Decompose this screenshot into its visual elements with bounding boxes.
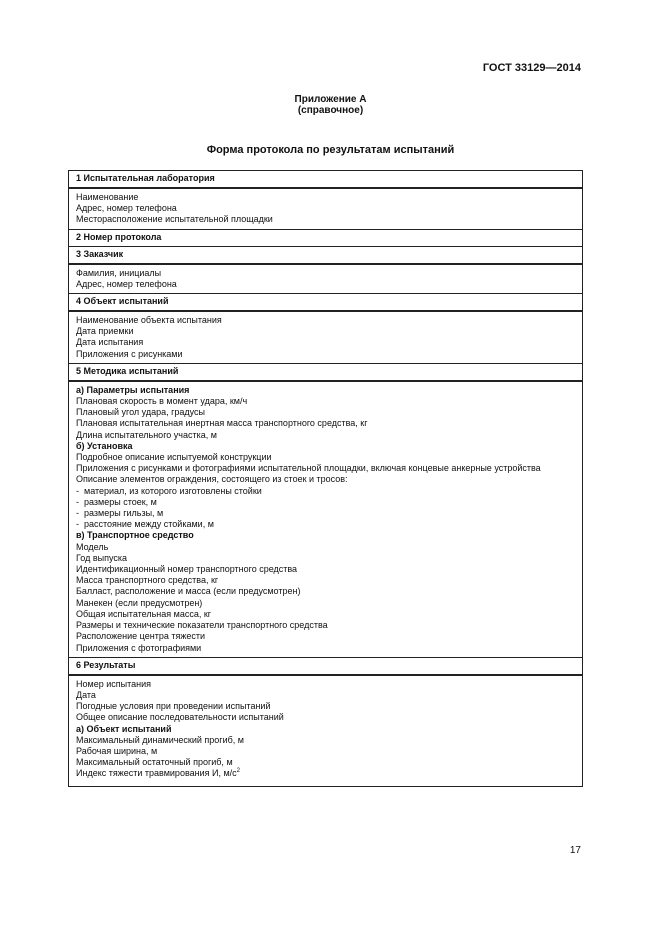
page-number: 17 — [569, 845, 581, 856]
subsection-heading: а) Объект испытаний — [76, 723, 172, 734]
text-line: Приложения с рисунками и фотографиями испытательной площадки, включая концевые анкерные устройства — [76, 463, 541, 474]
text-line: Манекен (если предусмотрен) — [76, 597, 203, 608]
text-line: Погодные условия при проведении испытаний — [76, 701, 271, 712]
text-line: Адрес, номер телефона — [76, 203, 177, 214]
protocol-form-table — [68, 170, 583, 787]
appendix-title: Приложение А — [294, 94, 367, 105]
text-line: Описание элементов ограждения, состоящего из стоек и тросов: — [76, 474, 348, 485]
list-item: - размеры гильзы, м — [76, 508, 575, 519]
subsection-heading: а) Параметры испытания — [76, 384, 190, 395]
text-line: Общая испытательная масса, кг — [76, 608, 212, 619]
appendix-heading — [0, 94, 661, 116]
text-line: Балласт, расположение и масса (если предусмотрен) — [76, 586, 301, 597]
text-line: Наименование — [76, 192, 139, 202]
text-line: Плановый угол удара, градусы — [76, 407, 206, 418]
text-line: Фамилия, инициалы — [76, 267, 162, 278]
text-line: Масса транспортного средства, кг — [76, 575, 219, 586]
section-5-heading: 5 Методика испытаний — [69, 364, 582, 382]
text-line: Расположение центра тяжести — [76, 631, 206, 642]
text-line: Рабочая ширина, м — [76, 745, 158, 756]
list-item: - размеры стоек, м — [76, 497, 575, 508]
section-5-body — [69, 382, 582, 658]
text-line: Год выпуска — [76, 552, 127, 563]
section-4-body — [69, 312, 582, 364]
list-item: - материал, из которого изготовлены стойки — [76, 486, 575, 497]
subsection-heading: в) Транспортное средство — [76, 530, 194, 541]
standard-designation: ГОСТ 33129—2014 — [482, 62, 581, 74]
text-line: Подробное описание испытуемой конструкции — [76, 452, 272, 463]
section-1-heading: 1 Испытательная лаборатория — [69, 171, 582, 189]
text-line: Модель — [76, 541, 109, 552]
form-title: Форма протокола по результатам испытаний — [206, 144, 455, 156]
text-line: Дата приемки — [76, 326, 134, 337]
asi-line — [76, 768, 575, 779]
section-3-heading: 3 Заказчик — [69, 247, 582, 265]
text-line: Наименование объекта испытания — [76, 315, 222, 326]
section-3-body — [69, 265, 582, 294]
text-line: Плановая скорость в момент удара, км/ч — [76, 396, 248, 407]
section-4-heading: 4 Объект испытаний — [69, 294, 582, 312]
text-line: Номер испытания — [76, 678, 151, 689]
text-line: Максимальный остаточный прогиб, м — [76, 757, 233, 768]
list-item: - расстояние между стойками, м — [76, 519, 575, 530]
text-line: Приложения с рисунками — [76, 348, 183, 359]
section-6-body — [69, 676, 582, 786]
section-2-heading: 2 Номер протокола — [69, 230, 582, 247]
section-1-body — [69, 189, 582, 230]
text-line: Максимальный динамический прогиб, м — [76, 734, 244, 745]
text-line: Идентификационный номер транспортного средства — [76, 564, 298, 575]
section-6-heading: 6 Результаты — [69, 658, 582, 676]
text-line: Плановая испытательная инертная масса транспортного средства, кг — [76, 418, 368, 429]
text-line: Адрес, номер телефона — [76, 278, 177, 289]
text-line: Дата испытания — [76, 337, 144, 348]
text-line: Приложения с фотографиями — [76, 642, 202, 653]
asi-superscript: 2 — [236, 768, 241, 775]
text-line: Дата — [76, 689, 96, 700]
text-line: Общее описание последовательности испытаний — [76, 712, 284, 723]
appendix-subtitle: (справочное) — [297, 105, 364, 116]
text-line: Длина испытательного участка, м — [76, 429, 217, 440]
text-line: Месторасположение испытательной площадки — [76, 214, 273, 225]
asi-text: Индекс тяжести травмирования И, м/с — [76, 768, 237, 779]
text-line: Размеры и технические показатели транспортного средства — [76, 620, 328, 631]
subsection-heading: б) Установка — [76, 440, 133, 451]
